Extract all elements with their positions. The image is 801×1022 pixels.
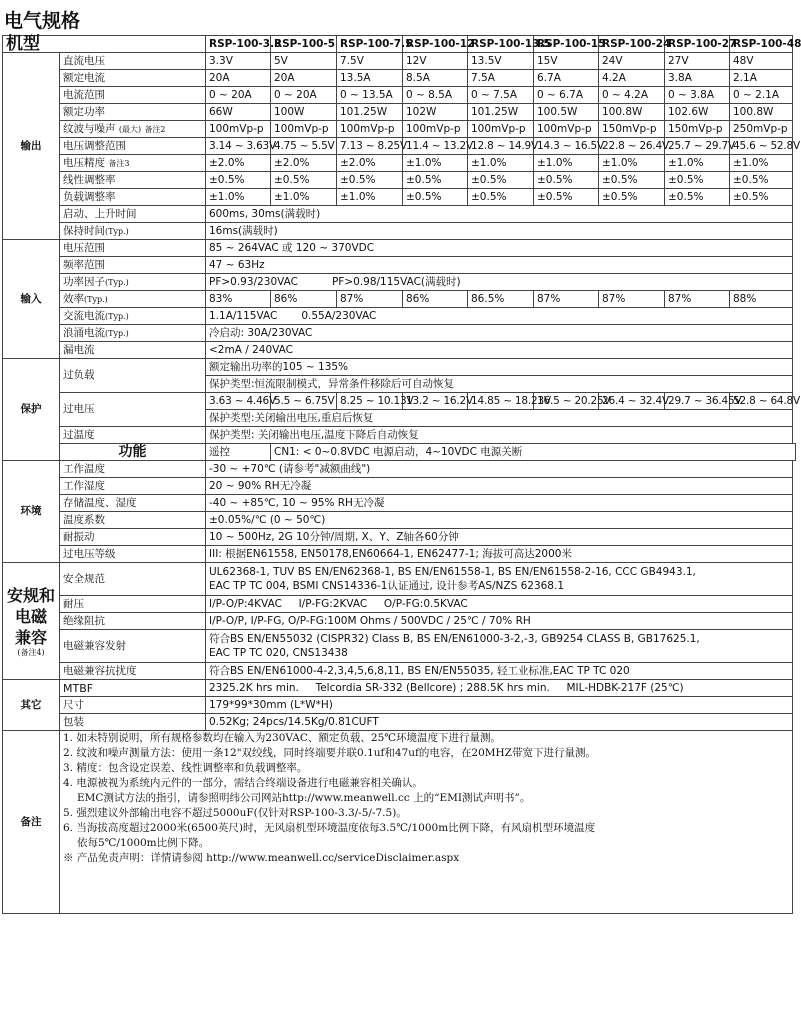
cell: ±2.0% [206,155,271,172]
ac-current-row [3,308,796,325]
cell: 保护类型: 关闭输出电压,温度下降后自动恢复 [206,427,793,444]
cell: ±0.5% [468,172,534,189]
cell: 0 ~ 6.7A [534,87,599,104]
cell: ±0.5% [730,172,793,189]
safety-group-line-1: 安规和 [6,585,55,605]
packing-row [3,714,796,731]
row-label: 电磁兼容发射 [60,630,206,663]
cell: ±0.5% [403,189,468,206]
cell: 83% [206,291,271,308]
cell: 0 ~ 4.2A [599,87,665,104]
others-group-label: 其它 [3,680,60,731]
cell: 100mVp-p [534,121,599,138]
ripple-note: 备注2 [144,124,166,134]
row-label: 电流范围 [60,87,206,104]
ac-current-value-1: 1.1A/115VAC [209,309,278,322]
dc-voltage-row [3,53,796,70]
cell: 102.6W [665,104,730,121]
cell: 冷启动: 30A/230VAC [206,325,793,342]
cell: 25.7 ~ 29.7V [665,138,730,155]
cell: 87% [337,291,403,308]
pf-sub: (Typ.) [105,277,129,287]
cell: 20 ~ 90% RH无冷凝 [206,478,793,495]
cell: I/P-O/P:4KVAC I/P-FG:2KVAC O/P-FG:0.5KVAC [206,596,793,613]
input-group-label: 输入 [3,240,60,359]
pf-value-1: PF>0.93/230VAC [209,275,298,288]
row-label: 电压调整范围 [60,138,206,155]
hold-row [3,223,796,240]
model-label: 机型 [3,36,206,53]
note-line: 1. 如未特别说明，所有规格参数均在输入为230VAC、额定负载、25℃环境温度下进行量测。 [63,732,501,744]
cell: 16.5 ~ 20.25V [534,393,599,410]
ac-current-sub: (Typ.) [105,311,129,321]
cell: 0 ~ 2.1A [730,87,793,104]
cell: 13.2 ~ 16.2V [403,393,468,410]
cell: 4.2A [599,70,665,87]
cell: ±0.5% [337,172,403,189]
cell: 48V [730,53,793,70]
models-row [3,36,796,53]
efficiency-row [3,291,796,308]
emc-emission-line-2: EAC TP TC 020, CNS13438 [209,647,348,659]
page-title: 电气规格 [4,10,81,32]
row-label: 启动、上升时间 [60,206,206,223]
cell: -40 ~ +85℃, 10 ~ 95% RH无冷凝 [206,495,793,512]
cell: 0.52Kg; 24pcs/14.5Kg/0.81CUFT [206,714,793,731]
cell: 16ms(满载时) [206,223,793,240]
row-label: 安全规范 [60,563,206,596]
cell: ±2.0% [271,155,337,172]
cell: 150mVp-p [665,121,730,138]
cell [206,563,793,596]
tolerance-note: 备注3 [108,158,130,168]
row-label: 漏电流 [60,342,206,359]
ripple-label: 纹波与噪声 [63,122,116,135]
cell: 10 ~ 500Hz, 2G 10分钟/周期, X、Y、Z轴各60分钟 [206,529,793,546]
ac-current-label: 交流电流 [63,309,105,322]
row-label: 电压范围 [60,240,206,257]
row-label: 尺寸 [60,697,206,714]
model-name: RSP-100-13.5 [468,36,534,53]
cell: 13.5A [337,70,403,87]
cell: 4.75 ~ 5.5V [271,138,337,155]
cell: 100.5W [534,104,599,121]
cell: ±0.5% [403,172,468,189]
model-name: RSP-100-27 [665,36,730,53]
cell: 100mVp-p [337,121,403,138]
cell: 250mVp-p [730,121,793,138]
row-label: 遥控 [206,444,271,461]
cell: 0 ~ 7.5A [468,87,534,104]
cell: 3.63 ~ 4.46V [206,393,271,410]
cell: ±1.0% [534,155,599,172]
cell [206,630,793,663]
overload-row-1 [3,359,796,376]
setup-row [3,206,796,223]
safety-group-note: (备注4) [17,647,45,657]
row-label [60,155,206,172]
cell: ±0.05%/℃ (0 ~ 50℃) [206,512,793,529]
cell: 6.7A [534,70,599,87]
model-name: RSP-100-24 [599,36,665,53]
current-range-row [3,87,796,104]
spec-table [2,33,801,914]
hold-label: 保持时间 [63,224,105,237]
hold-sub: (Typ.) [105,226,129,236]
cell: 87% [599,291,665,308]
row-label: 温度系数 [60,512,206,529]
cell: 0 ~ 8.5A [403,87,468,104]
pf-row [3,274,796,291]
row-label: 工作湿度 [60,478,206,495]
cell: 7.13 ~ 8.25V [337,138,403,155]
cell: 100W [271,104,337,121]
leakage-row [3,342,796,359]
row-label: 频率范围 [60,257,206,274]
cell: 5.5 ~ 6.75V [271,393,337,410]
disclaimer-line: ※ 产品免责声明：详情请参阅 http://www.meanwell.cc/serviceDisclaimer.aspx [63,852,460,864]
cell: 3.3V [206,53,271,70]
efficiency-sub: (Typ.) [84,294,108,304]
cell: 27V [665,53,730,70]
model-name: RSP-100-15 [534,36,599,53]
withstand-row [3,596,796,613]
row-label [60,223,206,240]
row-label: 耐压 [60,596,206,613]
cell: ±1.0% [599,155,665,172]
safety-group-line-3: 兼容 [14,627,47,647]
row-label [60,325,206,342]
note-line: 6. 当海拔高度超过2000米(6500英尺)时，无风扇机型环境温度依每3.5℃/1000m比例下降，有风扇机型环境温度 [63,822,596,834]
row-label: 直流电压 [60,53,206,70]
storage-row [3,495,796,512]
cell: ±1.0% [403,155,468,172]
cell: ±0.5% [206,172,271,189]
note-line: 4. 电源被视为系统内元件的一部分，需结合终端设备进行电磁兼容相关确认。 [63,777,423,789]
safety-standards-line-1: UL62368-1, TUV BS EN/EN62368-1, BS EN/EN61558-1, BS EN/EN61558-2-16, CCC GB4943.1, [209,566,696,578]
cell: I/P-O/P, I/P-FG, O/P-FG:100M Ohms / 500VDC / 25℃ / 70% RH [206,613,793,630]
row-label: 耐振动 [60,529,206,546]
cell: 45.6 ~ 52.8V [730,138,793,155]
safety-group-label [3,563,60,680]
efficiency-label: 效率 [63,292,84,305]
row-label [60,291,206,308]
model-name: RSP-100-3.3 [206,36,271,53]
cell: ±0.5% [534,172,599,189]
cell: 24V [599,53,665,70]
working-humidity-row [3,478,796,495]
cell: <2mA / 240VAC [206,342,793,359]
cell: ±0.5% [599,172,665,189]
row-label: 工作温度 [60,461,206,478]
cell: ±1.0% [271,189,337,206]
cell: 保护类型:恒流限制模式，异常条件移除后可自动恢复 [206,376,793,393]
note-line: 3. 精度：包含设定误差、线性调整率和负载调整率。 [63,762,308,774]
cell: 86% [271,291,337,308]
model-name: RSP-100-5 [271,36,337,53]
safety-group-line-2: 电磁 [14,606,47,626]
safety-standards-line-2: EAC TP TC 004, BSMI CNS14336-1认证通过, 设计参考AS/NZS 62368.1 [209,580,565,592]
cell: ±1.0% [468,155,534,172]
rated-current-row [3,70,796,87]
cell: 2.1A [730,70,793,87]
ovp-row-1 [3,393,796,410]
emc-emission-row [3,630,796,663]
notes-row [3,731,796,914]
cell: 102W [403,104,468,121]
function-group-label: 功能 [60,444,206,461]
cell: 86.5% [468,291,534,308]
row-label: 负载调整率 [60,189,206,206]
cell: ±0.5% [468,189,534,206]
inrush-label: 浪涌电流 [63,326,105,339]
cell: 100mVp-p [403,121,468,138]
row-label [60,121,206,138]
cell: 0 ~ 3.8A [665,87,730,104]
cell: 14.85 ~ 18.23V [468,393,534,410]
ripple-row [3,121,796,138]
row-label: MTBF [60,680,206,697]
model-name: RSP-100-7.5 [337,36,403,53]
cell: 100mVp-p [271,121,337,138]
row-label: 过电压等级 [60,546,206,563]
notes-body [60,731,793,914]
cell: 100.8W [730,104,793,121]
cell: 100mVp-p [468,121,534,138]
cell: 7.5V [337,53,403,70]
emc-immunity-row [3,663,796,680]
otp-row [3,427,796,444]
cell: -30 ~ +70℃ (请参考"减额曲线") [206,461,793,478]
row-label: 过电压 [60,393,206,427]
cell: ±0.5% [599,189,665,206]
cell: 8.25 ~ 10.13V [337,393,403,410]
cell: 179*99*30mm (L*W*H) [206,697,793,714]
mtbf-row [3,680,796,697]
note-line: 5. 强烈建议外部输出电容不超过5000uF(仅针对RSP-100-3.3/-5/-7.5)。 [63,807,407,819]
cell: 12.8 ~ 14.9V [468,138,534,155]
row-label: 额定电流 [60,70,206,87]
load-reg-row [3,189,796,206]
output-group-label: 输出 [3,53,60,240]
row-label: 额定功率 [60,104,206,121]
environment-group-label: 环境 [3,461,60,563]
cell: ±0.5% [665,172,730,189]
row-label [60,308,206,325]
cell: 符合BS EN/EN61000-4-2,3,4,5,6,8,11, BS EN/EN55035, 轻工业标准,EAC TP TC 020 [206,663,793,680]
freq-range-row [3,257,796,274]
row-label: 电磁兼容抗扰度 [60,663,206,680]
cell [206,308,793,325]
cell: III: 根据EN61558, EN50178,EN60664-1, EN62477-1; 海拔可高达2000米 [206,546,793,563]
cell: 3.8A [665,70,730,87]
cell: 100mVp-p [206,121,271,138]
cell: 5V [271,53,337,70]
pf-value-2: PF>0.98/115VAC(满载时) [331,275,461,288]
cell: 29.7 ~ 36.45V [665,393,730,410]
cell: 2325.2K hrs min. Telcordia SR-332 (Bellcore) ; 288.5K hrs min. MIL-HDBK-217F (25℃) [206,680,793,697]
cell: ±1.0% [730,155,793,172]
cell: 26.4 ~ 32.4V [599,393,665,410]
cell: 20A [206,70,271,87]
row-label [60,274,206,291]
rated-power-row [3,104,796,121]
cell: ±1.0% [206,189,271,206]
cell: ±2.0% [337,155,403,172]
cell: 22.8 ~ 26.4V [599,138,665,155]
ripple-sub: (最大) [118,124,142,134]
working-temp-row [3,461,796,478]
adj-range-row [3,138,796,155]
pf-label: 功率因子 [63,275,105,288]
input-voltage-row [3,240,796,257]
cell: 100.8W [599,104,665,121]
cell: 47 ~ 63Hz [206,257,793,274]
cell: 0 ~ 20A [271,87,337,104]
note-line: 依每5℃/1000m比例下降。 [77,837,210,849]
cell: 101.25W [468,104,534,121]
cell: 20A [271,70,337,87]
row-label: 绝缘阻抗 [60,613,206,630]
model-name: RSP-100-12 [403,36,468,53]
dimension-row [3,697,796,714]
row-label: 过温度 [60,427,206,444]
safety-standards-row [3,563,796,596]
cell: 600ms, 30ms(满载时) [206,206,793,223]
cell: 额定输出功率的105 ~ 135% [206,359,793,376]
tolerance-row [3,155,796,172]
cell: 87% [534,291,599,308]
ac-current-value-2: 0.55A/230VAC [301,309,377,322]
line-reg-row [3,172,796,189]
cell: 52.8 ~ 64.8V [730,393,793,410]
inrush-row [3,325,796,342]
cell: 86% [403,291,468,308]
cell: 11.4 ~ 13.2V [403,138,468,155]
notes-group-label: 备注 [3,731,60,914]
cell: 66W [206,104,271,121]
cell: ±0.5% [534,189,599,206]
row-label: 存储温度、湿度 [60,495,206,512]
note-line: 2. 纹波和噪声测量方法：使用一条12"双绞线，同时终端要并联0.1uf和47uf的电容，在20MHZ带宽下进行量测。 [63,747,596,759]
model-name: RSP-100-48 [730,36,793,53]
cell: 85 ~ 264VAC 或 120 ~ 370VDC [206,240,793,257]
emc-emission-line-1: 符合BS EN/EN55032 (CISPR32) Class B, BS EN/EN61000-3-2,-3, GB9254 CLASS B, GB17625.1, [209,633,700,645]
cell: 14.3 ~ 16.5V [534,138,599,155]
cell [206,274,793,291]
cell: 15V [534,53,599,70]
inrush-sub: (Typ.) [105,328,129,338]
cell: CN1: < 0~0.8VDC 电源启动，4~10VDC 电源关断 [271,444,796,461]
cell: ±1.0% [337,189,403,206]
cell: ±0.5% [730,189,793,206]
cell: 87% [665,291,730,308]
note-line: EMC测试方法的指引，请参照明纬公司网站http://www.meanwell.cc 上的“EMI测试声明书”。 [77,792,531,804]
cell: 101.25W [337,104,403,121]
row-label: 包装 [60,714,206,731]
cell: 保护类型:关闭输出电压,重启后恢复 [206,410,793,427]
cell: 7.5A [468,70,534,87]
tolerance-label: 电压精度 [63,156,105,169]
cell: ±0.5% [271,172,337,189]
cell: 88% [730,291,793,308]
cell: ±0.5% [665,189,730,206]
cell: 0 ~ 13.5A [337,87,403,104]
isolation-row [3,613,796,630]
protection-group-label: 保护 [3,359,60,461]
remote-row [3,444,796,461]
cell: 0 ~ 20A [206,87,271,104]
cell: 3.14 ~ 3.63V [206,138,271,155]
cell: ±1.0% [665,155,730,172]
ov-category-row [3,546,796,563]
row-label: 线性调整率 [60,172,206,189]
cell: 150mVp-p [599,121,665,138]
cell: 13.5V [468,53,534,70]
temp-coef-row [3,512,796,529]
cell: 12V [403,53,468,70]
row-label: 过负载 [60,359,206,393]
cell: 8.5A [403,70,468,87]
vibration-row [3,529,796,546]
